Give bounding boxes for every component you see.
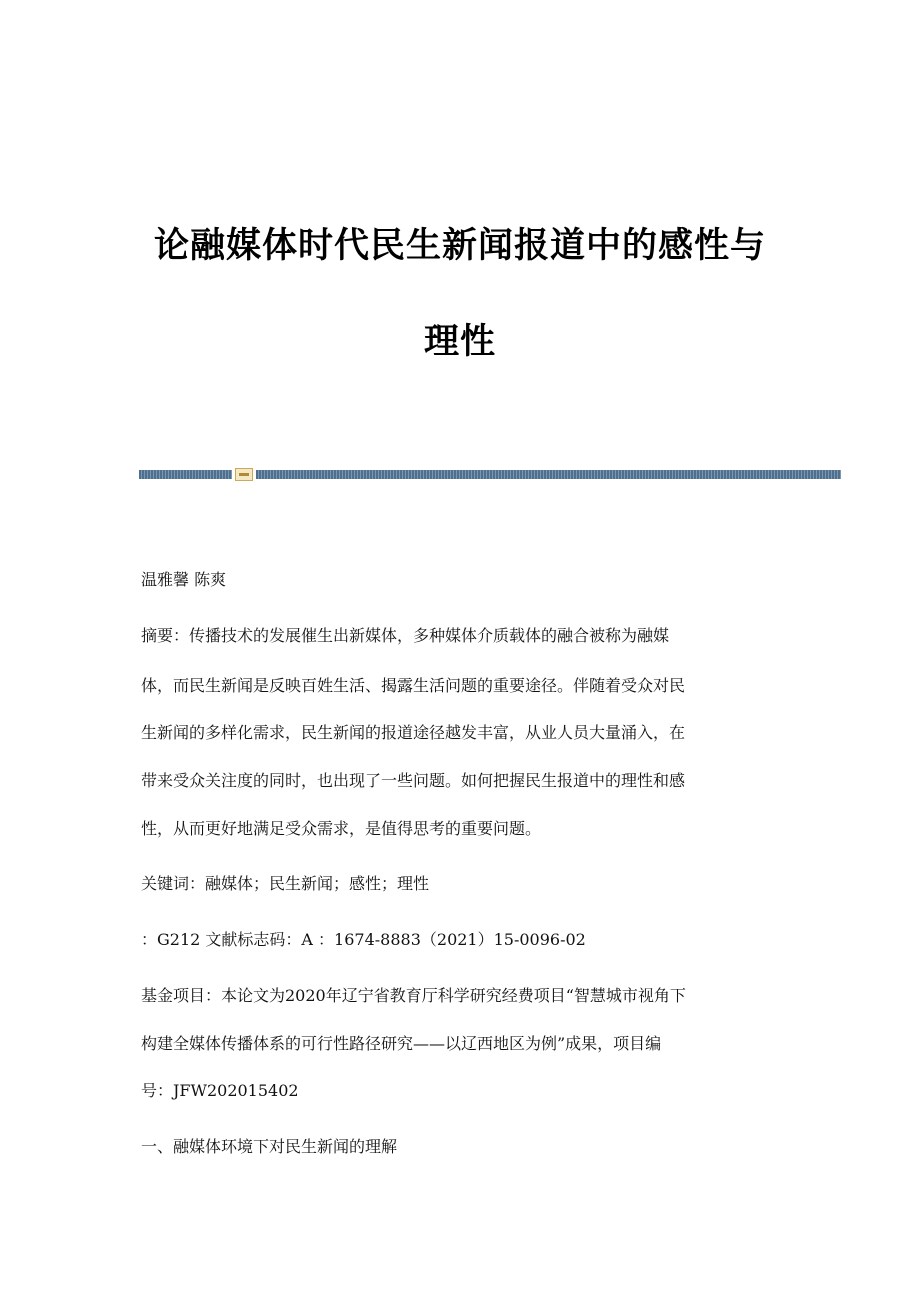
page-title-line-1: 论融媒体时代民生新闻报道中的感性与 — [153, 226, 766, 266]
fund-line: 基金项目：本论文为2020年辽宁省教育厅科学研究经费项目“智慧城市视角下 — [141, 986, 686, 1005]
authors: 温雅馨 陈爽 — [141, 570, 227, 589]
abstract-line: 生新闻的多样化需求，民生新闻的报道途径越发丰富，从业人员大量涌入，在 — [141, 723, 686, 742]
title-divider-left — [139, 470, 232, 479]
abstract-line: 体，而民生新闻是反映百姓生活、揭露生活问题的重要途径。伴随着受众对民 — [141, 676, 686, 695]
fund-line: 构建全媒体传播体系的可行性路径研究——以辽西地区为例”成果，项目编 — [141, 1034, 662, 1053]
abstract-line: 性，从而更好地满足受众需求，是值得思考的重要问题。 — [141, 819, 542, 838]
title-divider-right — [256, 470, 841, 479]
page-title-line-2: 理性 — [423, 322, 496, 362]
section-heading: 一、融媒体环境下对民生新闻的理解 — [141, 1137, 398, 1156]
abstract-line: 带来受众关注度的同时，也出现了一些问题。如何把握民生报道中的理性和感 — [141, 771, 686, 790]
divider-ornament-icon — [235, 468, 253, 481]
classification-code: ：G212 文献标志码：A ：1674-8883（2021）15-0096-02 — [141, 930, 586, 949]
fund-line: 号：JFW202015402 — [141, 1081, 299, 1100]
abstract-line: 摘要：传播技术的发展催生出新媒体，多种媒体介质载体的融合被称为融媒 — [141, 626, 670, 645]
keywords: 关键词：融媒体；民生新闻；感性；理性 — [141, 874, 430, 893]
